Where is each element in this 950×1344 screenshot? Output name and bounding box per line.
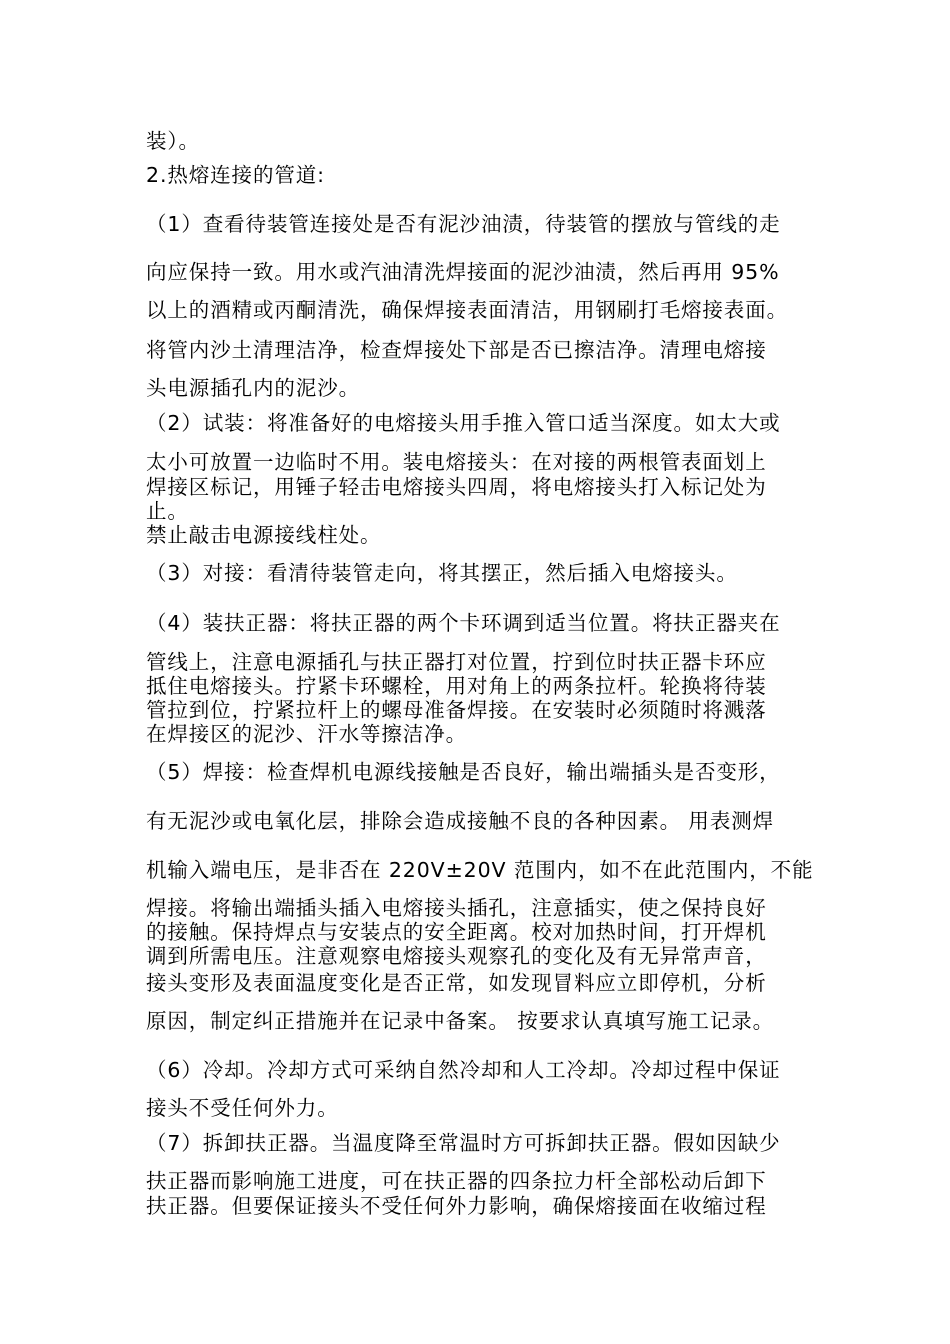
text-line: 头电源插孔内的泥沙。: [146, 376, 360, 400]
text-line: 止。: [146, 499, 189, 523]
text-line: 装）。: [146, 129, 200, 153]
text-line: 原因，制定纠正措施并在记录中备案。 按要求认真填写施工记录。: [146, 1009, 775, 1033]
text-line: （6）冷却。冷却方式可采纳自然冷却和人工冷却。冷却过程中保证: [146, 1058, 781, 1082]
text-line: 调到所需电压。注意观察电熔接头观察孔的变化及有无异常声音，: [146, 944, 767, 968]
text-line: 将管内沙土清理洁净，检查焊接处下部是否已擦洁净。清理电熔接: [146, 338, 767, 362]
text-line: （1）查看待装管连接处是否有泥沙油渍，待装管的摆放与管线的走: [146, 212, 781, 236]
text-line: 焊接。将输出端插头插入电熔接头插孔，注意插实，使之保持良好: [146, 896, 767, 920]
text-line: 接头变形及表面温度变化是否正常，如发现冒料应立即停机，分析: [146, 971, 767, 995]
text-line: 管线上，注意电源插孔与扶正器打对位置，拧到位时扶正器卡环应: [146, 650, 767, 674]
text-line: 管拉到位，拧紧拉杆上的螺母准备焊接。在安装时必须随时将溅落: [146, 698, 767, 722]
text-line: 接头不受任何外力。: [146, 1096, 339, 1120]
text-line: 太小可放置一边临时不用。装电熔接头：在对接的两根管表面划上: [146, 450, 767, 474]
text-line: 有无泥沙或电氧化层，排除会造成接触不良的各种因素。 用表测焊: [146, 809, 775, 833]
section-heading: 2.热熔连接的管道:: [146, 163, 325, 187]
text-line: 抵住电熔接头。拧紧卡环螺栓，用对角上的两条拉杆。轮换将待装: [146, 674, 767, 698]
text-line: （4）装扶正器：将扶正器的两个卡环调到适当位置。将扶正器夹在: [146, 611, 781, 635]
text-line: 以上的酒精或丙酮清洗，确保焊接表面清洁，用钢刷打毛熔接表面。: [146, 298, 788, 322]
text-line: （2）试装：将准备好的电熔接头用手推入管口适当深度。如太大或: [146, 411, 781, 435]
text-line: 禁止敲击电源接线柱处。: [146, 523, 382, 547]
text-line: （3）对接：看清待装管走向，将其摆正，然后插入电熔接头。: [146, 561, 738, 585]
text-line: 在焊接区的泥沙、汗水等擦洁净。: [146, 722, 467, 746]
text-line: （7）拆卸扶正器。当温度降至常温时方可拆卸扶正器。假如因缺少: [146, 1131, 781, 1155]
text-line: 焊接区标记，用锤子轻击电熔接头四周，将电熔接头打入标记处为: [146, 475, 767, 499]
text-line: 扶正器而影响施工进度，可在扶正器的四条拉力杆全部松动后卸下: [146, 1169, 767, 1193]
text-line: （5）焊接：检查焊机电源线接触是否良好，输出端插头是否变形，: [146, 760, 781, 784]
text-line: 扶正器。但要保证接头不受任何外力影响，确保熔接面在收缩过程: [146, 1194, 767, 1218]
text-line: 的接触。保持焊点与安装点的安全距离。校对加热时间，打开焊机: [146, 920, 767, 944]
text-line: 向应保持一致。用水或汽油清洗焊接面的泥沙油渍，然后再用 95%: [146, 260, 780, 284]
text-line: 机输入端电压，是非否在 220V±20V 范围内，如不在此范围内，不能: [146, 858, 814, 882]
